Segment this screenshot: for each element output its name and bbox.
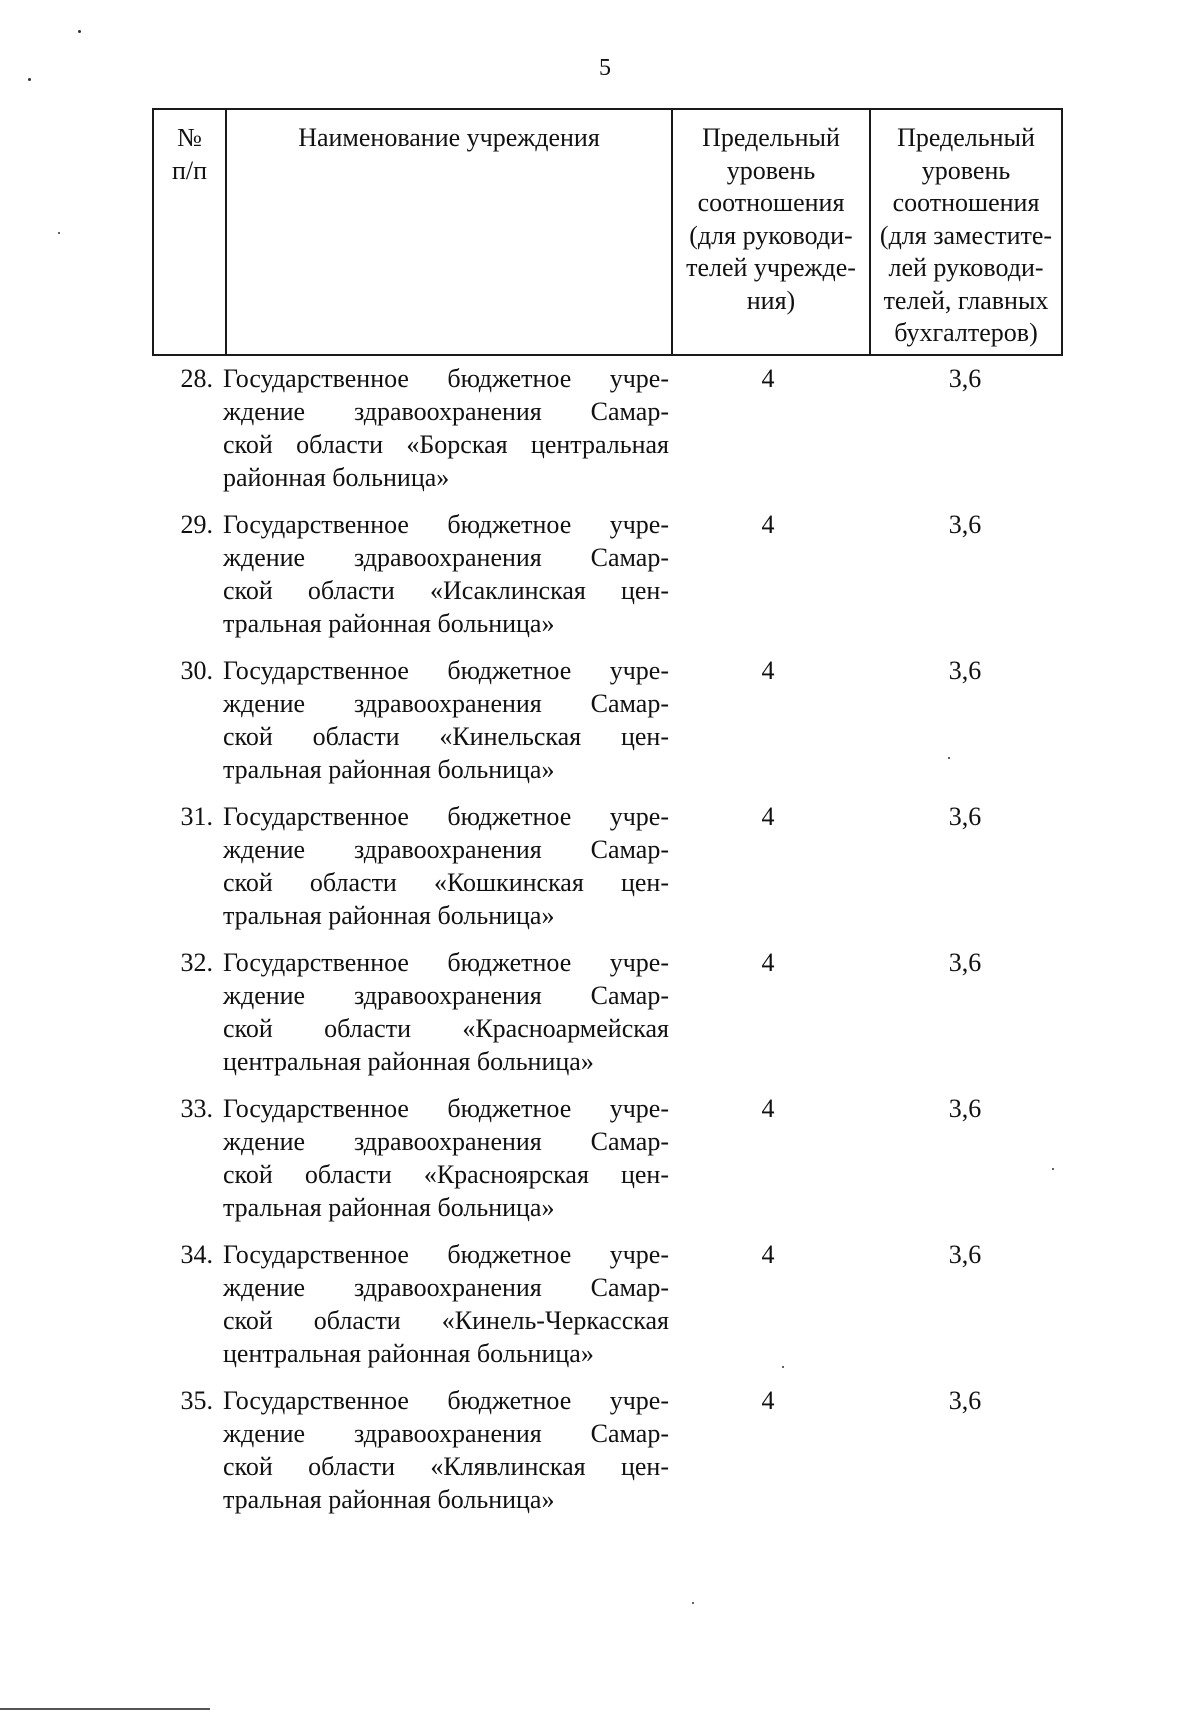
institution-name (223, 508, 669, 654)
institution-name-line: ждение здравоохранения Самар- (223, 981, 669, 1010)
scan-speck (78, 30, 81, 33)
header-line: соотношения (697, 188, 845, 217)
header-line: уровень (921, 155, 1011, 185)
institution-name (223, 1238, 669, 1384)
table-body (152, 362, 1063, 1530)
row-number: 32. (180, 948, 213, 977)
institution-name-line: ждение здравоохранения Самар- (223, 1273, 669, 1302)
header-line: лей руководи- (888, 253, 1044, 282)
row-number: 33. (180, 1094, 213, 1123)
header-line: соотношения (892, 188, 1040, 217)
institution-name-line: Государственное бюджетное учре- (223, 364, 669, 393)
header-line: (для руководи- (689, 220, 853, 250)
institution-name-line: Государственное бюджетное учре- (223, 656, 669, 685)
header-line: Наименование учреждения (298, 123, 600, 152)
limit-deputy-value: 3,6 (948, 948, 982, 977)
institution-name (223, 654, 669, 800)
table-row (152, 1092, 1063, 1238)
scan-speck (692, 1602, 694, 1604)
institution-name-line: ской области «Кинель-Черкасская (223, 1306, 669, 1335)
page-number: 5 (599, 55, 611, 81)
table-row (152, 362, 1063, 508)
institution-name-line: тральная районная больница» (223, 1485, 555, 1514)
institution-name-line: Государственное бюджетное учре- (223, 948, 669, 977)
header-num (154, 110, 225, 354)
institution-name (223, 800, 669, 946)
institution-name-line: тральная районная больница» (223, 1193, 555, 1222)
header-limit-head (671, 110, 869, 354)
limit-head-value: 4 (761, 1240, 775, 1269)
row-number: 34. (180, 1240, 213, 1269)
limit-head-value: 4 (761, 1386, 775, 1415)
institution-name (223, 1384, 669, 1530)
institution-name-line: ждение здравоохранения Самар- (223, 689, 669, 718)
institution-name-line: тральная районная больница» (223, 755, 555, 784)
scan-edge-line (0, 1708, 210, 1710)
limit-head-value: 4 (761, 656, 775, 685)
limit-deputy-value: 3,6 (948, 656, 982, 685)
institution-name-line: ждение здравоохранения Самар- (223, 835, 669, 864)
limit-deputy-value: 3,6 (948, 510, 982, 539)
institution-name-line: Государственное бюджетное учре- (223, 802, 669, 831)
header-name (225, 110, 671, 354)
header-line: ния) (746, 285, 796, 315)
header-line: п/п (171, 155, 208, 185)
institution-name-line: Государственное бюджетное учре- (223, 1240, 669, 1269)
header-line: бухгалтеров) (894, 318, 1038, 347)
institution-name-line: центральная районная больница» (223, 1047, 594, 1076)
institution-name-line: районная больница» (223, 463, 450, 492)
limit-deputy-value: 3,6 (948, 802, 982, 831)
limit-deputy-value: 3,6 (948, 1386, 982, 1415)
limit-deputy-value: 3,6 (948, 1094, 982, 1123)
institution-name-line: ждение здравоохранения Самар- (223, 397, 669, 426)
row-number: 28. (180, 364, 213, 393)
table-row (152, 1384, 1063, 1530)
institution-name-line: тральная районная больница» (223, 901, 555, 930)
header-line: телей, главных (883, 285, 1049, 315)
header-line: (для заместите- (879, 220, 1053, 250)
limit-head-value: 4 (761, 1094, 775, 1123)
institution-name-line: ждение здравоохранения Самар- (223, 1127, 669, 1156)
limit-head-value: 4 (761, 948, 775, 977)
institution-name-line: Государственное бюджетное учре- (223, 510, 669, 539)
institution-name-line: ской области «Кинельская цен- (223, 722, 669, 751)
institution-name (223, 362, 669, 508)
institution-name-line: ской области «Исаклинская цен- (223, 576, 669, 605)
institution-name (223, 1092, 669, 1238)
row-number: 35. (180, 1386, 213, 1415)
table-row (152, 508, 1063, 654)
header-line: уровень (726, 155, 816, 185)
limit-deputy-value: 3,6 (948, 1240, 982, 1269)
table-row (152, 654, 1063, 800)
institution-name-line: ской области «Кошкинская цен- (223, 868, 669, 897)
institution-name-line: центральная районная больница» (223, 1339, 594, 1368)
institution-name-line: ской области «Красноармейская (223, 1014, 669, 1043)
limit-deputy-value: 3,6 (948, 364, 982, 393)
institution-name-line: ской области «Борская центральная (223, 430, 669, 459)
row-number: 31. (180, 802, 213, 831)
table-row (152, 946, 1063, 1092)
header-line: № (177, 123, 202, 152)
institution-name-line: ской области «Клявлинская цен- (223, 1452, 669, 1481)
limit-head-value: 4 (761, 802, 775, 831)
limit-head-value: 4 (761, 364, 775, 393)
header-limit-deputy (869, 110, 1061, 354)
institution-name-line: ждение здравоохранения Самар- (223, 1419, 669, 1448)
header-line: Предельный (702, 123, 840, 152)
institution-name (223, 946, 669, 1092)
table-row (152, 1238, 1063, 1384)
institution-name-line: Государственное бюджетное учре- (223, 1386, 669, 1415)
table-row (152, 800, 1063, 946)
scan-speck (58, 232, 60, 234)
institution-name-line: ской области «Красноярская цен- (223, 1160, 669, 1189)
institution-name-line: ждение здравоохранения Самар- (223, 543, 669, 572)
row-number: 30. (180, 656, 213, 685)
institution-name-line: Государственное бюджетное учре- (223, 1094, 669, 1123)
institution-name-line: тральная районная больница» (223, 609, 555, 638)
header-line: Предельный (897, 123, 1035, 152)
limit-head-value: 4 (761, 510, 775, 539)
table-header (152, 108, 1063, 356)
header-line: телей учрежде- (686, 253, 856, 282)
row-number: 29. (180, 510, 213, 539)
